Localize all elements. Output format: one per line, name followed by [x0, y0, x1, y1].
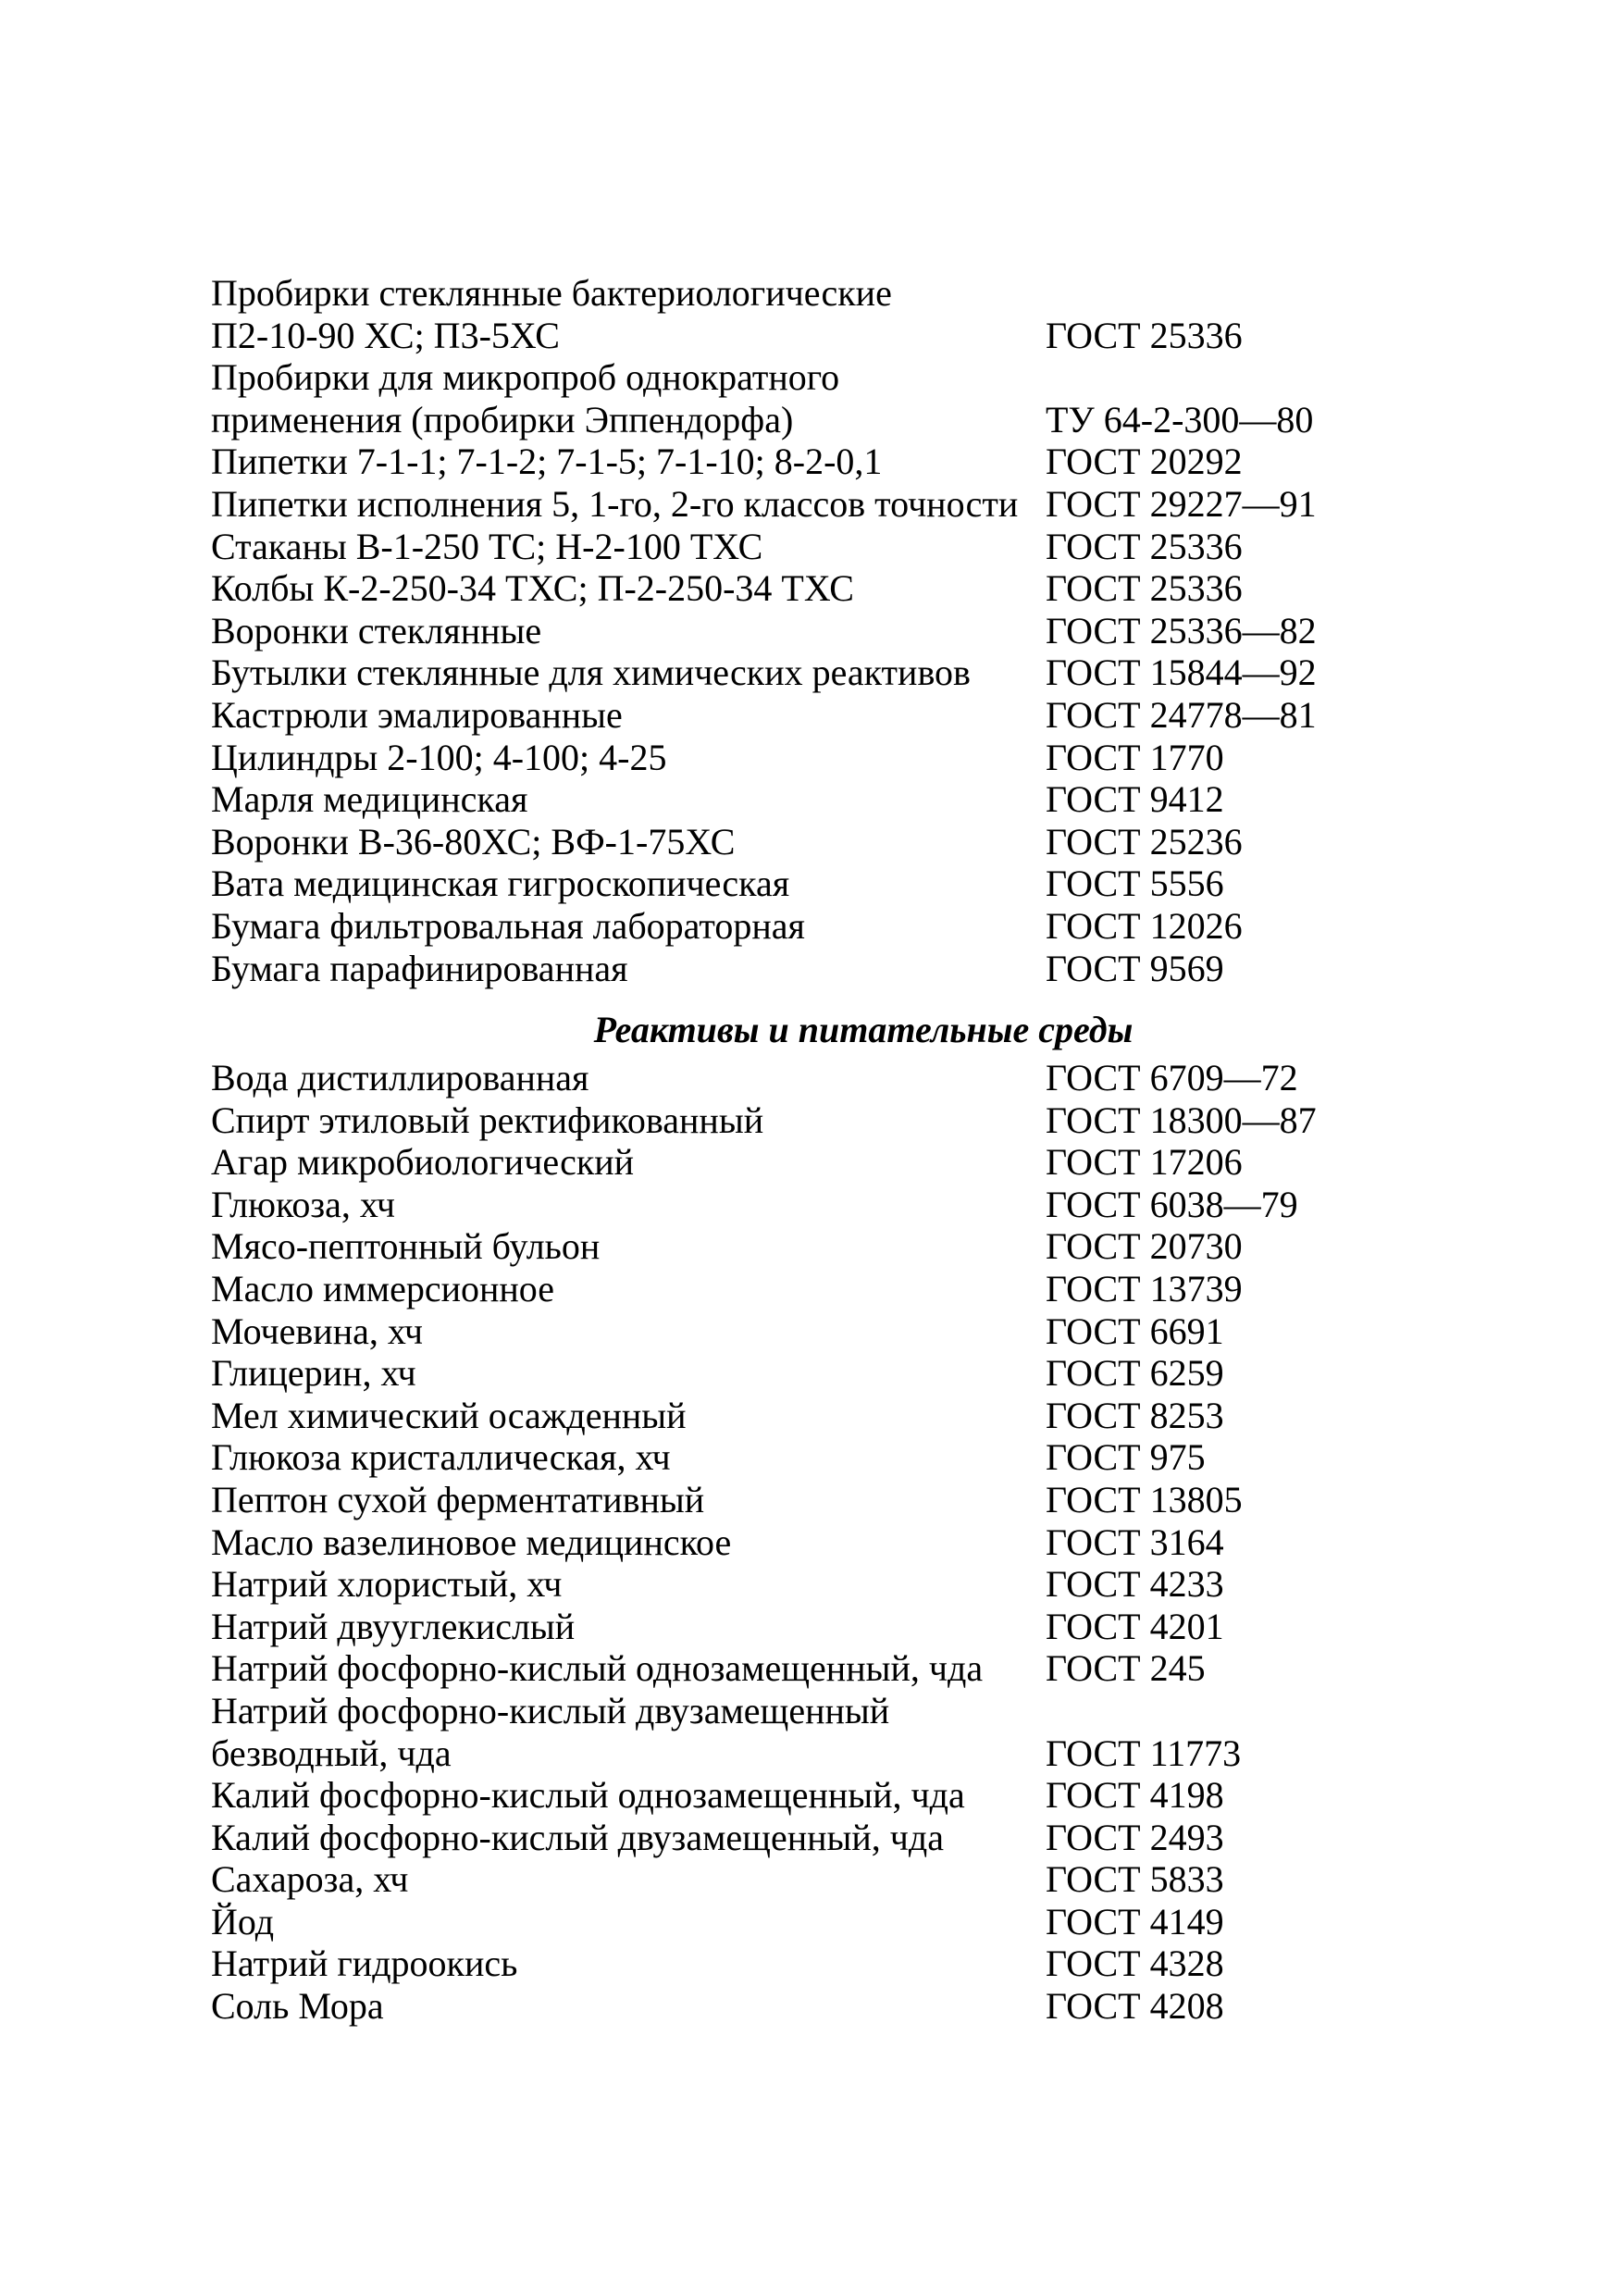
standard-code: ГОСТ 6259	[1046, 1352, 1224, 1395]
item-name: Глюкоза, хч	[211, 1183, 396, 1225]
item-name: Пипетки 7-1-1; 7-1-2; 7-1-5; 7-1-10; 8-2-0,1	[211, 441, 883, 483]
list-item	[211, 694, 1414, 737]
item-name: Натрий фосфорно-кислый однозамещенный, чда	[211, 1647, 984, 1690]
item-name: Мочевина, хч	[211, 1309, 423, 1352]
list-item	[211, 1141, 1414, 1184]
standard-code: ГОСТ 25336	[1046, 567, 1243, 610]
item-name: Пробирки для микропроб однократного	[211, 356, 840, 399]
equipment-list	[211, 272, 1414, 989]
list-item	[211, 1985, 1414, 2028]
item-name: Агар микробиологический	[211, 1141, 635, 1184]
item-name: безводный, чда	[211, 1731, 452, 1774]
list-item	[211, 1225, 1414, 1268]
standard-code: ГОСТ 13739	[1046, 1267, 1243, 1309]
list-item	[211, 821, 1414, 863]
list-item	[211, 863, 1414, 905]
item-name: Бумага парафинированная	[211, 947, 628, 989]
reagents-list	[211, 1057, 1414, 2028]
item-name: П2-10-90 ХС; П3-5ХС	[211, 314, 560, 356]
item-name: Натрий двууглекислый	[211, 1605, 576, 1647]
standard-code: ГОСТ 245	[1046, 1647, 1206, 1690]
item-name: Стаканы В-1-250 ТС; Н-2-100 ТХС	[211, 525, 763, 567]
standard-code: ГОСТ 25336	[1046, 525, 1243, 567]
item-name: применения (пробирки Эппендорфа)	[211, 398, 794, 441]
item-name: Вода дистиллированная	[211, 1057, 589, 1098]
list-item	[211, 1395, 1414, 1437]
item-name: Кастрюли эмалированные	[211, 693, 623, 736]
list-item	[211, 737, 1414, 779]
standard-code: ГОСТ 20292	[1046, 441, 1243, 483]
list-item	[211, 905, 1414, 948]
standard-code: ГОСТ 4149	[1046, 1900, 1224, 1942]
section-heading: Реактивы и питательные среды	[593, 1009, 1134, 1050]
item-name: Воронки стеклянные	[211, 609, 542, 652]
list-item	[211, 1268, 1414, 1310]
standard-code: ГОСТ 1770	[1046, 736, 1224, 778]
list-item	[211, 1057, 1414, 1099]
item-name: Йод	[211, 1900, 275, 1942]
standard-code: ГОСТ 29227—91	[1046, 482, 1317, 525]
standard-code: ГОСТ 9412	[1046, 778, 1224, 821]
item-name: Натрий гидроокись	[211, 1942, 518, 1985]
list-item	[211, 1099, 1414, 1142]
standard-code: ГОСТ 13805	[1046, 1478, 1243, 1520]
item-name: Пептон сухой ферментативный	[211, 1478, 705, 1520]
standard-code: ГОСТ 25236	[1046, 820, 1243, 863]
list-item	[211, 1774, 1414, 1817]
item-name: Калий фосфорно-кислый однозамещенный, чда	[211, 1774, 965, 1817]
standard-code: ГОСТ 6038—79	[1046, 1183, 1298, 1225]
list-item	[211, 1817, 1414, 1859]
list-item	[211, 652, 1414, 694]
item-name: Сахароза, хч	[211, 1858, 409, 1901]
item-name: Пипетки исполнения 5, 1-го, 2-го классов точности	[211, 482, 1019, 525]
standard-code: ГОСТ 3164	[1046, 1520, 1224, 1563]
list-item	[211, 1942, 1414, 1985]
item-name: Калий фосфорно-кислый двузамещенный, чда	[211, 1816, 945, 1858]
standard-code: ГОСТ 9569	[1046, 947, 1224, 989]
item-name: Мясо-пептонный бульон	[211, 1225, 601, 1268]
list-item	[211, 778, 1414, 821]
list-item	[211, 1352, 1414, 1395]
list-item	[211, 1310, 1414, 1353]
list-item	[211, 1647, 1414, 1690]
list-item	[211, 315, 1414, 357]
item-name: Спирт этиловый ректификованный	[211, 1098, 764, 1141]
standard-code: ГОСТ 24778—81	[1046, 693, 1317, 736]
list-item	[211, 272, 1414, 315]
standard-code: ГОСТ 11773	[1046, 1731, 1242, 1774]
list-item	[211, 948, 1414, 990]
list-item	[211, 1901, 1414, 1943]
item-name: Вата медицинская гигроскопическая	[211, 863, 790, 905]
standard-code: ГОСТ 4201	[1046, 1605, 1224, 1647]
list-item	[211, 1436, 1414, 1479]
standard-code: ГОСТ 25336—82	[1046, 609, 1317, 652]
standard-code: ГОСТ 6709—72	[1046, 1057, 1298, 1098]
item-name: Глицерин, хч	[211, 1352, 416, 1395]
item-name: Марля медицинская	[211, 778, 528, 821]
list-item	[211, 1858, 1414, 1901]
list-item	[211, 356, 1414, 399]
list-item	[211, 567, 1414, 610]
standard-code: ГОСТ 5833	[1046, 1858, 1224, 1901]
standard-code: ГОСТ 17206	[1046, 1141, 1243, 1184]
standard-code: ГОСТ 15844—92	[1046, 652, 1317, 694]
item-name: Воронки В-36-80ХС; ВФ-1-75ХС	[211, 820, 736, 863]
item-name: Натрий фосфорно-кислый двузамещенный	[211, 1689, 890, 1731]
item-name: Мел химический осажденный	[211, 1394, 687, 1436]
item-name: Цилиндры 2-100; 4-100; 4-25	[211, 736, 667, 778]
standard-code: ГОСТ 4233	[1046, 1563, 1224, 1606]
standard-code: ГОСТ 8253	[1046, 1394, 1224, 1436]
standard-code: ГОСТ 2493	[1046, 1816, 1224, 1858]
item-name: Бумага фильтровальная лабораторная	[211, 904, 805, 947]
item-name: Соль Мора	[211, 1985, 384, 2028]
list-item	[211, 1479, 1414, 1521]
list-item	[211, 441, 1414, 483]
item-name: Глюкоза кристаллическая, хч	[211, 1436, 671, 1479]
item-name: Бутылки стеклянные для химических реактивов	[211, 652, 971, 694]
list-item	[211, 1184, 1414, 1226]
item-name: Пробирки стеклянные бактериологические	[211, 272, 892, 314]
standard-code: ГОСТ 4328	[1046, 1942, 1224, 1985]
standard-code: ГОСТ 4208	[1046, 1985, 1224, 2028]
standard-code: ГОСТ 12026	[1046, 904, 1243, 947]
standard-code: ГОСТ 18300—87	[1046, 1098, 1317, 1141]
list-item	[211, 1732, 1414, 1775]
standard-code: ГОСТ 975	[1046, 1436, 1206, 1479]
standard-code: ГОСТ 6691	[1046, 1309, 1224, 1352]
list-item	[211, 1690, 1414, 1732]
list-item	[211, 1563, 1414, 1606]
list-item	[211, 610, 1414, 652]
item-name: Колбы К-2-250-34 ТХС; П-2-250-34 ТХС	[211, 567, 854, 610]
list-item	[211, 399, 1414, 441]
standard-code: ГОСТ 25336	[1046, 314, 1243, 356]
standard-code: ГОСТ 4198	[1046, 1774, 1224, 1817]
list-item	[211, 1521, 1414, 1564]
standard-code: ТУ 64-2-300—80	[1046, 398, 1314, 441]
item-name: Натрий хлористый, хч	[211, 1563, 563, 1606]
list-item	[211, 526, 1414, 568]
standard-code: ГОСТ 5556	[1046, 863, 1224, 905]
list-item	[211, 1606, 1414, 1648]
list-item	[211, 483, 1414, 526]
item-name: Масло иммерсионное	[211, 1267, 555, 1309]
standard-code: ГОСТ 20730	[1046, 1225, 1243, 1268]
item-name: Масло вазелиновое медицинское	[211, 1520, 732, 1563]
